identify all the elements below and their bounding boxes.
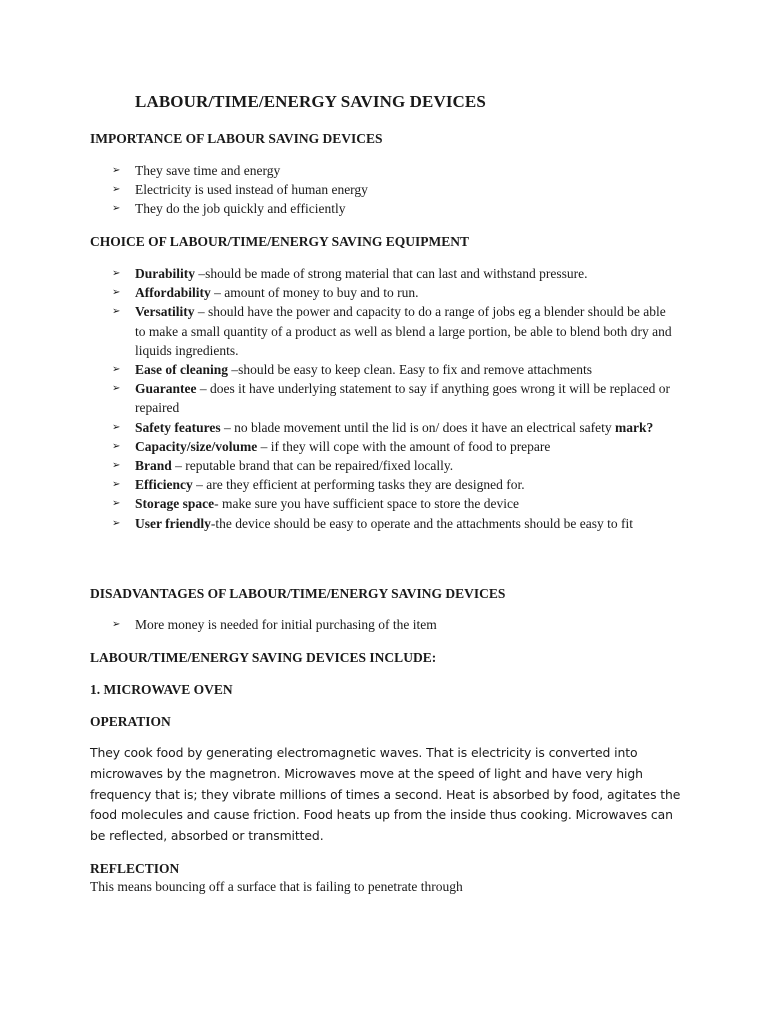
- disadvantages-list: [112, 615, 672, 634]
- choice-heading: CHOICE OF LABOUR/TIME/ENERGY SAVING EQUIPMENT: [90, 234, 470, 249]
- term-affordability: Affordability: [135, 285, 211, 301]
- term-guarantee: Guarantee: [135, 381, 197, 397]
- arrowhead-bullet-icon: ➢: [112, 383, 121, 395]
- term-ease-of-cleaning: Ease of cleaning: [135, 362, 228, 378]
- list-item: ➢ They do the job quickly and efficiently: [112, 199, 672, 218]
- arrowhead-bullet-icon: ➢: [112, 268, 121, 279]
- list-item: ➢ More money is needed for initial purchasing of the item: [112, 615, 672, 634]
- term-efficiency: Efficiency: [135, 477, 193, 493]
- importance-list: [112, 161, 672, 219]
- list-item: ➢ Affordability – amount of money to buy and to run.: [112, 283, 672, 302]
- arrowhead-bullet-icon: ➢: [112, 479, 121, 491]
- disadvantages-heading: DISADVANTAGES OF LABOUR/TIME/ENERGY SAVING DEVICES: [90, 586, 506, 601]
- list-item: ➢ Efficiency – are they efficient at performing tasks they are designed for.: [112, 475, 672, 494]
- list-item: ➢ Electricity is used instead of human energy: [112, 180, 672, 199]
- term-safety-mark: mark?: [615, 419, 654, 435]
- arrowhead-bullet-icon: ➢: [112, 203, 121, 215]
- term-safety-features: Safety features: [135, 419, 221, 435]
- term-storage-space: Storage space: [135, 496, 215, 512]
- list-item: ➢ Guarantee – does it have underlying statement to say if anything goes wrong it will be replaced or repaired: [112, 381, 671, 416]
- arrowhead-bullet-icon: ➢: [112, 165, 121, 176]
- list-item: ➢ Brand – reputable brand that can be repaired/fixed locally.: [112, 456, 672, 475]
- arrowhead-bullet-icon: ➢: [112, 287, 121, 299]
- operation-heading: OPERATION: [90, 714, 171, 729]
- list-item: ➢ They save time and energy: [112, 161, 672, 180]
- arrowhead-bullet-icon: ➢: [112, 306, 121, 318]
- list-item: ➢ Capacity/size/volume – if they will cope with the amount of food to prepare: [112, 437, 672, 456]
- operation-paragraph: They cook food by generating electromagnetic waves. That is electricity is converted into microwaves by the magnetron. Microwaves move at the speed of light and have very high frequency that is; they vibrate millions of times a second. Heat is absorbed by food, agitates the food molecules and cause friction. Food heats up from the inside thus cooking. Microwaves can be reflected, absorbed or transmitted.: [90, 745, 681, 844]
- document-title: LABOUR/TIME/ENERGY SAVING DEVICES: [135, 92, 486, 111]
- arrowhead-bullet-icon: ➢: [112, 517, 121, 529]
- arrowhead-bullet-icon: ➢: [112, 421, 121, 433]
- include-heading: LABOUR/TIME/ENERGY SAVING DEVICES INCLUDE:: [90, 650, 437, 665]
- reflection-text: This means bouncing off a surface that is failing to penetrate through: [90, 879, 463, 894]
- list-item: ➢ Versatility – should have the power and capacity to do a range of jobs eg a blender should be able to make a small quantity of a product as well as blend a large portion, be able to blend both dry and liquids ingredients.: [112, 304, 672, 358]
- list-item: ➢ Storage space- make sure you have sufficient space to store the device: [112, 494, 672, 513]
- choice-list: [112, 264, 672, 533]
- arrowhead-bullet-icon: ➢: [112, 498, 121, 510]
- term-user-friendly: User friendly: [135, 515, 211, 531]
- arrowhead-bullet-icon: ➢: [112, 440, 121, 452]
- list-item: ➢ Ease of cleaning –should be easy to keep clean. Easy to fix and remove attachments: [112, 360, 672, 379]
- list-item: ➢ Durability –should be made of strong material that can last and withstand pressure.: [112, 264, 672, 283]
- arrowhead-bullet-icon: ➢: [112, 619, 121, 630]
- arrowhead-bullet-icon: ➢: [112, 364, 121, 376]
- term-capacity: Capacity/size/volume: [135, 438, 258, 454]
- reflection-heading: REFLECTION: [90, 861, 180, 876]
- importance-heading: IMPORTANCE OF LABOUR SAVING DEVICES: [90, 131, 383, 146]
- arrowhead-bullet-icon: ➢: [112, 460, 121, 472]
- arrowhead-bullet-icon: ➢: [112, 184, 121, 196]
- term-durability: Durability: [135, 266, 196, 281]
- term-brand: Brand: [135, 458, 172, 474]
- term-versatility: Versatility: [135, 304, 195, 320]
- list-item: ➢ Safety features – no blade movement until the lid is on/ does it have an electrical safety mark?: [112, 418, 672, 437]
- microwave-heading: 1. MICROWAVE OVEN: [90, 682, 233, 697]
- list-item: ➢ User friendly-the device should be easy to operate and the attachments should be easy to fit: [112, 514, 672, 533]
